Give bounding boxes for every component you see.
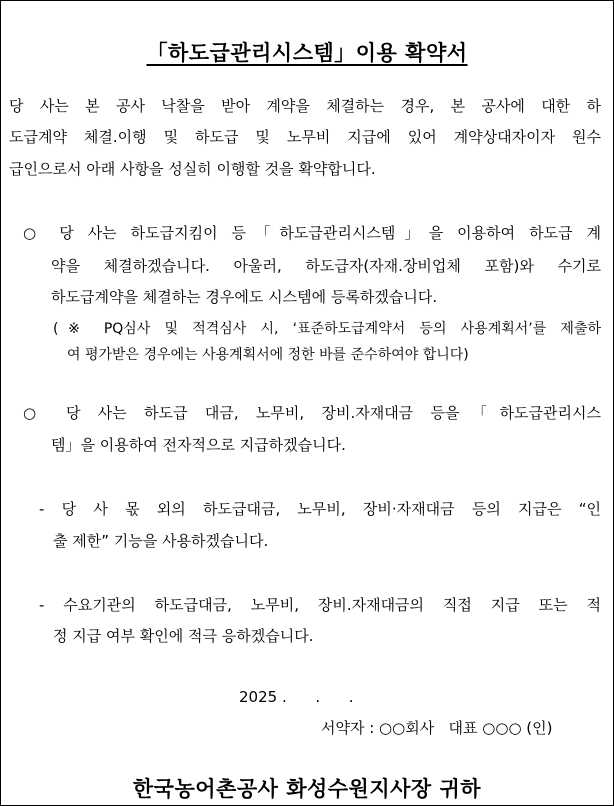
item3-line-2: 출 제한” 기능을 사용하겠습니다. [53,532,269,550]
date-line: 2025 . . . [239,688,354,706]
document-title: 「하도급관리시스템」이용 확약서 [146,41,468,65]
item1-note-line-2: 여 평가받은 경우에는 사용계획서에 정한 바를 준수하여야 합니다) [67,347,469,363]
intro-line-3: 급인으로서 아래 사항을 성실히 이행할 것을 확약합니다. [9,160,376,178]
intro-line-2: 도급계약 체결.이행 및 하도급 및 노무비 지급에 있어 계약상대자이자 원수 [9,128,601,146]
item2-line-1: ○ 당 사는 하도급 대금, 노무비, 장비.자재대금 등을「하도급관리시스 [23,404,601,422]
item1-note-line-1: (※ PQ심사 및 적격심사 시, ‘표준하도급계약서 등의 사용계획서’를 제출하 [53,321,601,337]
item1-line-3: 하도급계약을 체결하는 경우에도 시스템에 등록하겠습니다. [51,288,438,306]
item4-line-1: - 수요기관의 하도급대금, 노무비, 장비.자재대금의 직접 지급 또는 적 [39,596,601,614]
item4-line-2: 정 지급 여부 확인에 적극 응하겠습니다. [53,627,314,645]
item1-line-2: 약을 체결하겠습니다. 아울러, 하도급자(자재.장비업체 포함)와 수기로 [51,257,601,275]
item2-line-2: 템」을 이용하여 전자적으로 지급하겠습니다. [51,436,346,454]
signature-line: 서약자 : ○○회사 대표 ○○○ (인) [321,719,553,737]
intro-line-1: 당 사는 본 공사 낙찰을 받아 계약을 체결하는 경우, 본 공사에 대한 하 [9,97,601,115]
addressee: 한국농어촌공사 화성수원지사장 귀하 [132,777,482,801]
item1-line-1: ○ 당 사는 하도급지킴이 등「하도급관리시스템」을 이용하여 하도급 계 [23,224,601,242]
item3-line-1: - 당 사 몫 외의 하도급대금, 노무비, 장비·자재대금 등의 지급은 “인 [39,500,601,518]
